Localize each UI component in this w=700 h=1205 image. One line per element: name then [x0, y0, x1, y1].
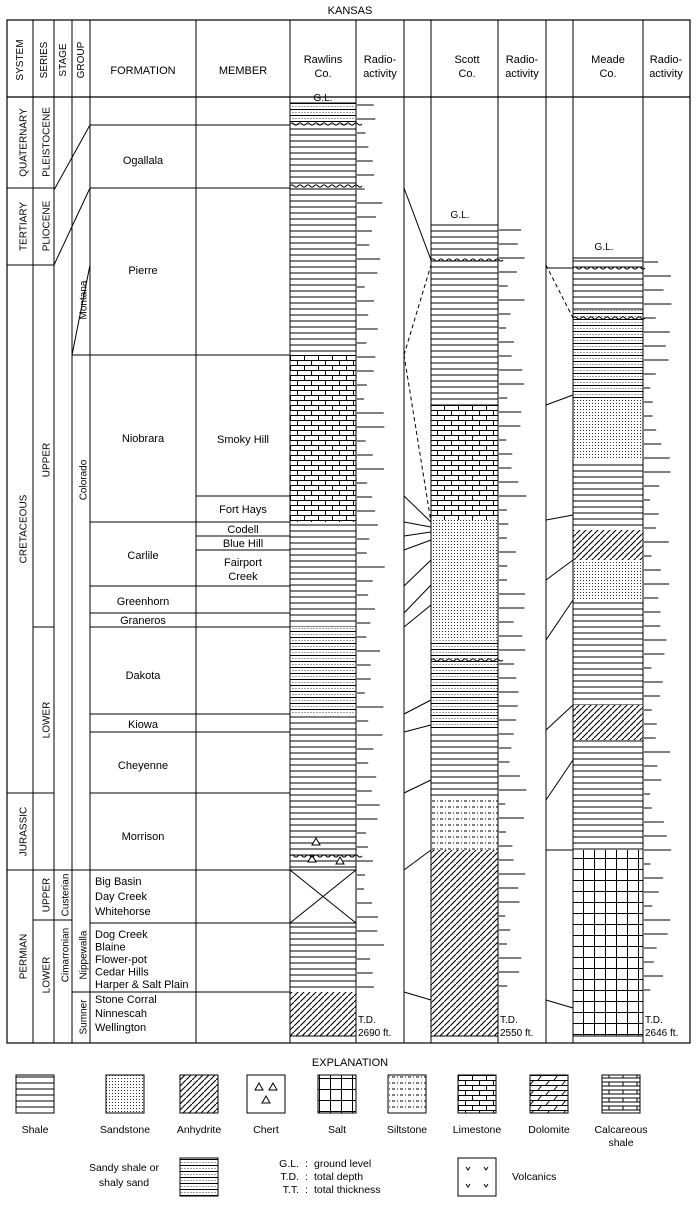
system-label: JURASSIC	[18, 806, 30, 857]
legend-swatch-anhydrite	[180, 1075, 218, 1113]
legend-label: Dolomite	[528, 1124, 570, 1136]
lithology-shale	[290, 923, 356, 992]
lithology-shale	[573, 740, 643, 850]
system-label: PERMIAN	[18, 933, 30, 980]
formation-label: Flower-pot	[95, 954, 147, 966]
legend-label: Sandstone	[99, 1124, 151, 1136]
radio-header: Radio-	[649, 54, 683, 66]
member-label: Smoky Hill	[217, 434, 269, 446]
total-depth-label: 2690 ft.	[358, 1028, 392, 1039]
well-name: Co.	[314, 68, 332, 80]
group-label: Montana	[78, 280, 90, 320]
well-name: Rawlins	[303, 54, 343, 66]
abbreviation-text: total depth	[314, 1171, 364, 1183]
header-system: SYSTEM	[15, 39, 26, 81]
abbreviation-text: ground level	[314, 1158, 372, 1170]
correlation-line	[546, 265, 573, 318]
radio-header: activity	[649, 68, 683, 80]
correlation-line	[404, 700, 431, 714]
correlation-line	[404, 496, 431, 522]
group-label: Sumner	[78, 999, 90, 1035]
lithology-shale	[290, 793, 356, 870]
lithology-limestone	[290, 496, 356, 522]
total-depth-label: T.D.	[500, 1015, 518, 1026]
group-label: Colorado	[78, 459, 90, 501]
legend-swatch-chert	[247, 1075, 285, 1113]
well-name: Meade	[591, 54, 625, 66]
series-label: PLIOCENE	[41, 200, 53, 252]
radio-header: activity	[363, 68, 397, 80]
formation-label: Niobrara	[121, 433, 165, 445]
lithology-shale	[290, 714, 356, 732]
lithology-anhydrite	[290, 992, 356, 1008]
lithology-sandyshale	[290, 103, 356, 125]
explanation-title: EXPLANATION	[311, 1057, 389, 1069]
lithology-anhydrite	[573, 705, 643, 740]
formation-label: Ogallala	[122, 155, 164, 167]
legend-swatch-dolomite	[530, 1075, 568, 1113]
legend-label: Anhydrite	[176, 1124, 222, 1136]
legend-label: Limestone	[452, 1124, 502, 1136]
legend-swatch-siltstone	[388, 1075, 426, 1113]
abbreviation: T.T.	[282, 1184, 299, 1196]
legend-label: shale	[608, 1137, 634, 1149]
lithology-shale	[290, 732, 356, 793]
member-label: Fort Hays	[219, 504, 267, 516]
formation-label: Dog Creek	[95, 929, 148, 941]
correlation-line	[546, 1000, 573, 1008]
radio-header: Radio-	[363, 54, 397, 66]
correlation-line	[404, 992, 431, 1000]
formation-label: Cheyenne	[117, 760, 169, 772]
legend-label: Salt	[327, 1124, 347, 1136]
abbreviation: T.D.	[280, 1171, 299, 1183]
lithology-anhydrite	[290, 1008, 356, 1036]
legend-swatch-calcshale	[602, 1075, 640, 1113]
abbreviation-text: total thickness	[314, 1184, 381, 1196]
lithology-shale	[290, 522, 356, 586]
well-name: Co.	[458, 68, 476, 80]
legend-label: Sandy shale or	[88, 1162, 160, 1174]
correlation-line	[404, 540, 431, 550]
formation-label: Greenhorn	[116, 596, 170, 608]
legend-label: Siltstone	[386, 1124, 428, 1136]
legend-swatch-shale	[16, 1075, 54, 1113]
lithology-sandyshale	[573, 310, 643, 400]
radio-header: Radio-	[505, 54, 539, 66]
formation-label: Carlile	[127, 550, 159, 562]
lithology-shale	[431, 260, 498, 405]
correlation-line	[546, 560, 573, 580]
formation-label: Stone Corral	[95, 994, 157, 1006]
lithology-sandstone	[573, 400, 643, 460]
formation-label: Pierre	[128, 265, 158, 277]
abbreviation-sep: :	[305, 1184, 308, 1196]
formation-label: Morrison	[121, 831, 165, 843]
member-label: Codell	[227, 524, 259, 536]
lithology-salt	[573, 850, 643, 1036]
member-label: Creek	[228, 571, 258, 583]
total-depth-label: T.D.	[645, 1015, 663, 1026]
lithology-shale	[290, 188, 356, 355]
ground-level-label: G.L.	[450, 210, 470, 221]
lithology-limestone	[290, 355, 356, 496]
correlation-line	[404, 522, 431, 527]
legend-swatch-sandyshale	[180, 1158, 218, 1196]
formation-label: Big Basin	[95, 876, 142, 888]
correlation-line	[546, 705, 573, 730]
legend-swatch-volcanics	[458, 1158, 496, 1196]
total-depth-label: 2550 ft.	[500, 1028, 534, 1039]
lithology-limestone	[431, 405, 498, 520]
series-label: LOWER	[41, 956, 53, 994]
lithology-shale	[573, 600, 643, 705]
abbreviation-sep: :	[305, 1158, 308, 1170]
lithology-shale	[290, 125, 356, 188]
lithology-sandyshale	[290, 627, 356, 714]
formation-label: Whitehorse	[95, 906, 151, 918]
abbreviation: G.L.	[279, 1158, 299, 1170]
formation-label: Wellington	[95, 1022, 147, 1034]
header-series: SERIES	[39, 41, 50, 79]
member-label: Fairport	[224, 557, 262, 569]
member-label: Blue Hill	[222, 538, 264, 550]
lithology-shale	[573, 460, 643, 530]
correlation-line	[404, 532, 431, 536]
lithology-shale	[573, 258, 643, 310]
lithology-sandstone	[573, 560, 643, 600]
lithology-layers	[290, 103, 643, 1036]
correlation-line	[404, 780, 431, 793]
formation-label: Graneros	[120, 615, 166, 627]
system-label: CRETACEOUS	[18, 494, 30, 564]
header-formation: FORMATION	[110, 65, 176, 77]
correlation-line	[404, 725, 431, 732]
header-member: MEMBER	[218, 65, 268, 77]
series-label: PLEISTOCENE	[41, 107, 53, 177]
formation-label: Day Creek	[95, 891, 147, 903]
formation-label: Cedar Hills	[95, 966, 149, 979]
lithology-anhydrite	[431, 850, 498, 1036]
correlation-line	[404, 265, 431, 355]
series-label: UPPER	[41, 442, 53, 478]
legend-label: Volcanics	[512, 1171, 557, 1183]
lithology-shale	[290, 586, 356, 627]
correlation-line	[404, 850, 431, 870]
correlation-line	[546, 600, 573, 640]
lithology-shale	[431, 225, 498, 260]
series-label: LOWER	[41, 701, 53, 739]
lithology-anhydrite	[573, 530, 643, 560]
total-depth-label: T.D.	[358, 1015, 376, 1026]
explanation-legend	[16, 1075, 648, 1196]
formation-label: Harper & Salt Plain	[95, 979, 189, 991]
legend-label: Chert	[253, 1124, 279, 1136]
radio-header: activity	[505, 68, 539, 80]
lithology-sandyshale	[431, 640, 498, 730]
well-name: Co.	[599, 68, 617, 80]
system-label: TERTIARY	[18, 201, 30, 252]
map-title: KANSAS	[327, 5, 373, 17]
correlation-line	[546, 515, 573, 520]
formation-label: Kiowa	[128, 719, 158, 731]
lithology-shale	[431, 730, 498, 800]
ground-level-label: G.L.	[594, 242, 614, 253]
legend-label: shaly sand	[98, 1177, 150, 1189]
formation-label: Dakota	[125, 670, 161, 682]
series-label: UPPER	[41, 877, 53, 913]
correlation-line	[404, 355, 431, 522]
abbreviation-sep: :	[305, 1171, 308, 1183]
formation-label: Ninnescah	[95, 1008, 147, 1020]
legend-swatch-salt	[318, 1075, 356, 1113]
lithology-sandstone	[431, 520, 498, 640]
legend-label: Calcareous	[594, 1124, 648, 1136]
ground-level-label: G.L.	[313, 93, 333, 104]
correlation-line	[404, 560, 431, 586]
stage-label: Custerian	[60, 873, 72, 917]
legend-label: Shale	[21, 1124, 49, 1136]
legend-swatch-limestone	[458, 1075, 496, 1113]
formation-label: Blaine	[95, 941, 126, 954]
correlation-line	[546, 760, 573, 800]
correlation-line	[546, 395, 573, 405]
legend-swatch-sandstone	[106, 1075, 144, 1113]
well-name: Scott	[454, 54, 480, 66]
header-group: GROUP	[76, 41, 87, 79]
group-label: Nippewalla	[78, 930, 90, 980]
stage-label: Cimarronian	[60, 927, 72, 983]
total-depth-label: 2646 ft.	[645, 1028, 679, 1039]
correlation-line	[404, 188, 431, 260]
system-label: QUATERNARY	[18, 108, 30, 177]
lithology-siltstone	[431, 800, 498, 850]
header-stage: STAGE	[58, 43, 69, 77]
